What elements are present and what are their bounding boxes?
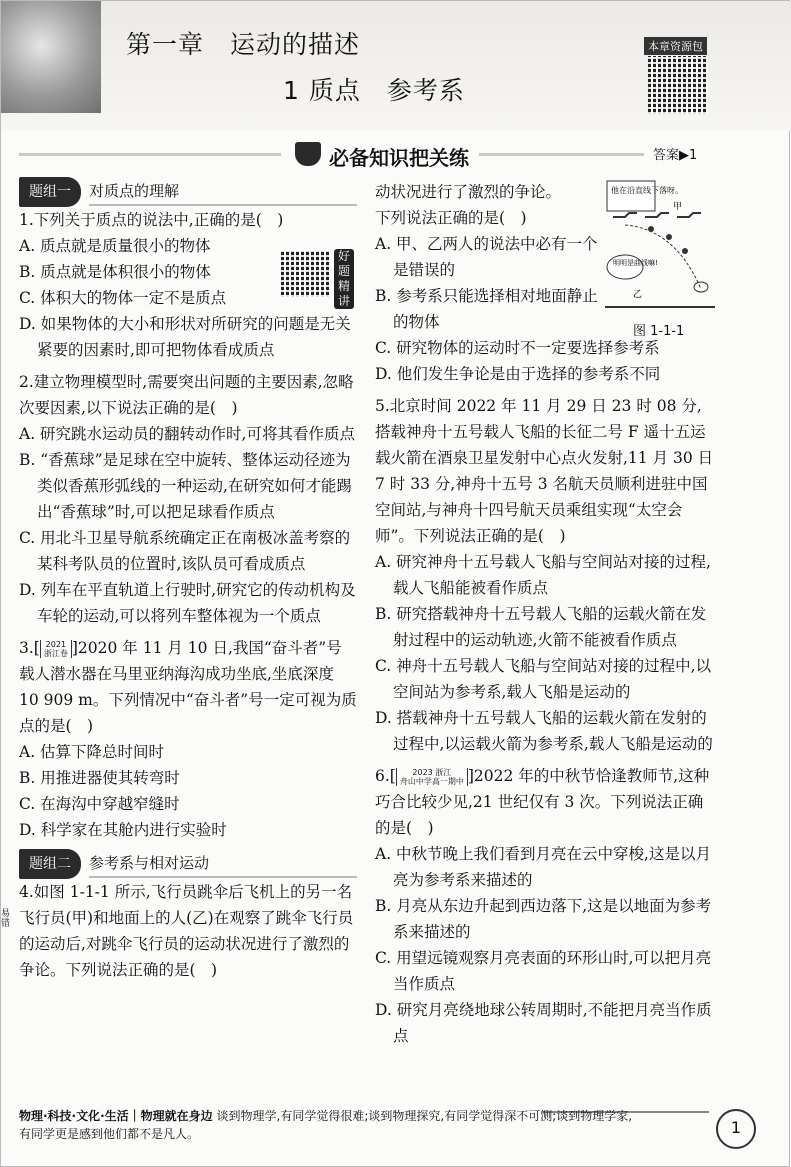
option-b[interactable]: B. 质点就是体积很小的物体 bbox=[19, 263, 211, 281]
question-number: 3. bbox=[19, 639, 34, 657]
option-c[interactable]: C. 用望远镜观察月亮表面的环形山时,可以把月亮当作质点 bbox=[375, 949, 712, 993]
group-title: 参考系与相对运动 bbox=[89, 850, 357, 878]
bar-divider-right bbox=[479, 153, 644, 156]
figure-bubble-1: 他在沿直线下落呀。 bbox=[611, 186, 683, 195]
option-c[interactable]: C. 神舟十五号载人飞船与空间站对接的过程中,以空间站为参考系,载人飞船是运动的 bbox=[375, 657, 712, 701]
bar-divider-left bbox=[19, 153, 281, 156]
knowledge-bar bbox=[19, 141, 769, 170]
right-column bbox=[375, 179, 715, 1049]
option-a[interactable]: A. 研究神舟十五号载人飞船与空间站对接的过程,载人飞船能被看作质点 bbox=[375, 553, 711, 597]
parachute-figure bbox=[605, 179, 715, 329]
option-c[interactable]: C. 用北斗卫星导航系统确定正在南极冰盖考察的某科考队员的位置时,该队员可看成质点 bbox=[19, 529, 351, 573]
resource-qr-code[interactable] bbox=[648, 56, 708, 114]
option-d[interactable]: D. 研究月亮绕地球公转周期时,不能把月亮当作质点 bbox=[375, 1001, 712, 1045]
section-title: 1 质点 参考系 bbox=[283, 76, 465, 105]
question-stem-continued: 动状况进行了激烈的争论。 bbox=[375, 183, 562, 201]
option-d[interactable]: D. 如果物体的大小和形状对所研究的问题是无关紧要的因素时,即可把物体看成质点 bbox=[19, 315, 351, 359]
option-b[interactable]: B. “香蕉球”是足球在空中旋转、整体运动径迹为类似香蕉形弧线的一种运动,在研究如何才能踢出“香蕉球”时,可以把足球看作质点 bbox=[19, 451, 352, 521]
question-2 bbox=[19, 369, 357, 629]
page-number: 1 bbox=[716, 1109, 756, 1149]
question-stem: 3.[ 2021 浙江卷 ]2020 年 11 月 10 日,我国“奋斗者”号载人潜水器在马里亚纳海沟成功坐底,坐底深度 10 909 m。下列情况中“奋斗者”号一定可视为质点的是( ) bbox=[19, 639, 357, 735]
footer-quote-2: 有同学更是感到他们都不是凡人。 bbox=[19, 1127, 200, 1141]
answer-link[interactable]: 答案▶1 bbox=[653, 148, 698, 163]
figure-label-jia: 甲 bbox=[673, 202, 683, 212]
option-a[interactable]: A. 研究跳水运动员的翻转动作时,可将其看作质点 bbox=[19, 425, 355, 443]
chapter-title: 第一章 运动的描述 bbox=[126, 30, 361, 59]
resource-label: 本章资源包 bbox=[644, 37, 707, 55]
option-a[interactable]: A. 中秋节晚上我们看到月亮在云中穿梭,这是以月亮为参考系来描述的 bbox=[375, 845, 711, 889]
option-c[interactable]: C. 在海沟中穿越窄缝时 bbox=[19, 795, 180, 813]
group-tag: 题组二 bbox=[19, 849, 81, 879]
group-title: 对质点的理解 bbox=[89, 178, 357, 206]
bar-title: 必备知识把关练 bbox=[329, 146, 469, 170]
question-stem: 2.建立物理模型时,需要突出问题的主要因素,忽略次要因素,以下说法正确的是( ) bbox=[19, 373, 354, 417]
source-tag: 2021 浙江卷 bbox=[40, 640, 72, 658]
question-stem: 1.下列关于质点的说法中,正确的是( ) bbox=[19, 211, 284, 229]
question-stem: 6.[ 2023 浙江 舟山中学高一期中 ]2022 年的中秋节恰逢教师节,这种巧合比较少见,21 世纪仅有 3 次。下列说法正确的是( ) bbox=[375, 767, 710, 837]
question-4-stem bbox=[1, 879, 357, 979]
shield-icon bbox=[295, 142, 321, 166]
option-d[interactable]: D. 科学家在其舱内进行实验时 bbox=[19, 821, 227, 839]
group-tag: 题组一 bbox=[19, 177, 81, 207]
figure-bubble-2: 明明是曲线嘛! bbox=[613, 259, 658, 267]
option-c[interactable]: C. 体积大的物体一定不是质点 bbox=[19, 289, 227, 307]
page-footer bbox=[19, 1107, 749, 1143]
option-a[interactable]: A. 甲、乙两人的说法中必有一个是错误的 bbox=[375, 235, 598, 279]
chapter-banner bbox=[1, 1, 791, 131]
option-b[interactable]: B. 用推进器使其转弯时 bbox=[19, 769, 180, 787]
footer-brand: 物理·科技·文化·生活｜物理就在身边 bbox=[19, 1109, 213, 1123]
option-b[interactable]: B. 研究搭载神舟十五号载人飞船的运载火箭在发射过程中的运动轨迹,火箭不能被看作质点 bbox=[375, 605, 707, 649]
option-d[interactable]: D. 搭载神舟十五号载人飞船的运载火箭在发射的过程中,以运载火箭为参考系,载人飞船是运动的 bbox=[375, 709, 713, 753]
footer-quote-1: 谈到物理学,有同学觉得很难;谈到物理探究,有同学觉得深不可测;谈到物理学家, bbox=[216, 1109, 633, 1123]
question-stem: 4.如图 1-1-1 所示,飞行员跳伞后飞机上的另一名飞行员(甲)和地面上的人(乙)在观察了跳伞飞行员的运动后,对跳伞飞行员的运动状况进行了激烈的争论。下列说法正确的是( ) bbox=[19, 883, 354, 979]
option-a[interactable]: A. 质点就是质量很小的物体 bbox=[19, 237, 211, 255]
question-4-options bbox=[375, 179, 715, 387]
option-b[interactable]: B. 月亮从东边升起到西边落下,这是以地面为参考系来描述的 bbox=[375, 897, 712, 941]
question-3 bbox=[19, 635, 357, 843]
question-stem-end: 下列说法正确的是( ) bbox=[375, 209, 527, 227]
question-6 bbox=[375, 763, 715, 1049]
question-number: 6. bbox=[375, 767, 390, 785]
question-5 bbox=[375, 393, 715, 757]
figure-label-yi: 乙 bbox=[633, 290, 643, 300]
qr-note: 好题精讲 bbox=[334, 249, 354, 309]
side-note: 易错 bbox=[1, 909, 11, 929]
source-tag: 2023 浙江 舟山中学高一期中 bbox=[396, 768, 468, 786]
explanation-qr-code[interactable] bbox=[281, 251, 329, 297]
group-header-1 bbox=[19, 179, 357, 205]
option-b[interactable]: B. 参考系只能选择相对地面静止的物体 bbox=[375, 287, 598, 331]
option-d[interactable]: D. 列车在平直轨道上行驶时,研究它的传动机构及车轮的运动,可以将列车整体视为一个质点 bbox=[19, 581, 356, 625]
figure-caption: 图 1-1-1 bbox=[633, 324, 685, 339]
group-header-2 bbox=[19, 851, 357, 877]
question-stem: 5.北京时间 2022 年 11 月 29 日 23 时 08 分,搭载神舟十五号载人飞船的长征二号 F 遥十五运载火箭在酒泉卫星发射中心点火发射,11 月 30 日 7 时 33 分,神舟十五号 3 名航天员顺利进驻中国空间站,与神舟十四号航天员乘组实现“太空会师”。下列说法正确的是( ) bbox=[375, 397, 714, 545]
option-c[interactable]: C. 研究物体的运动时不一定要选择参考系 bbox=[375, 339, 660, 357]
eagle-illustration bbox=[1, 1, 101, 113]
left-column bbox=[1, 179, 357, 979]
option-a[interactable]: A. 估算下降总时间时 bbox=[19, 743, 165, 761]
option-d[interactable]: D. 他们发生争论是由于选择的参考系不同 bbox=[375, 365, 661, 383]
